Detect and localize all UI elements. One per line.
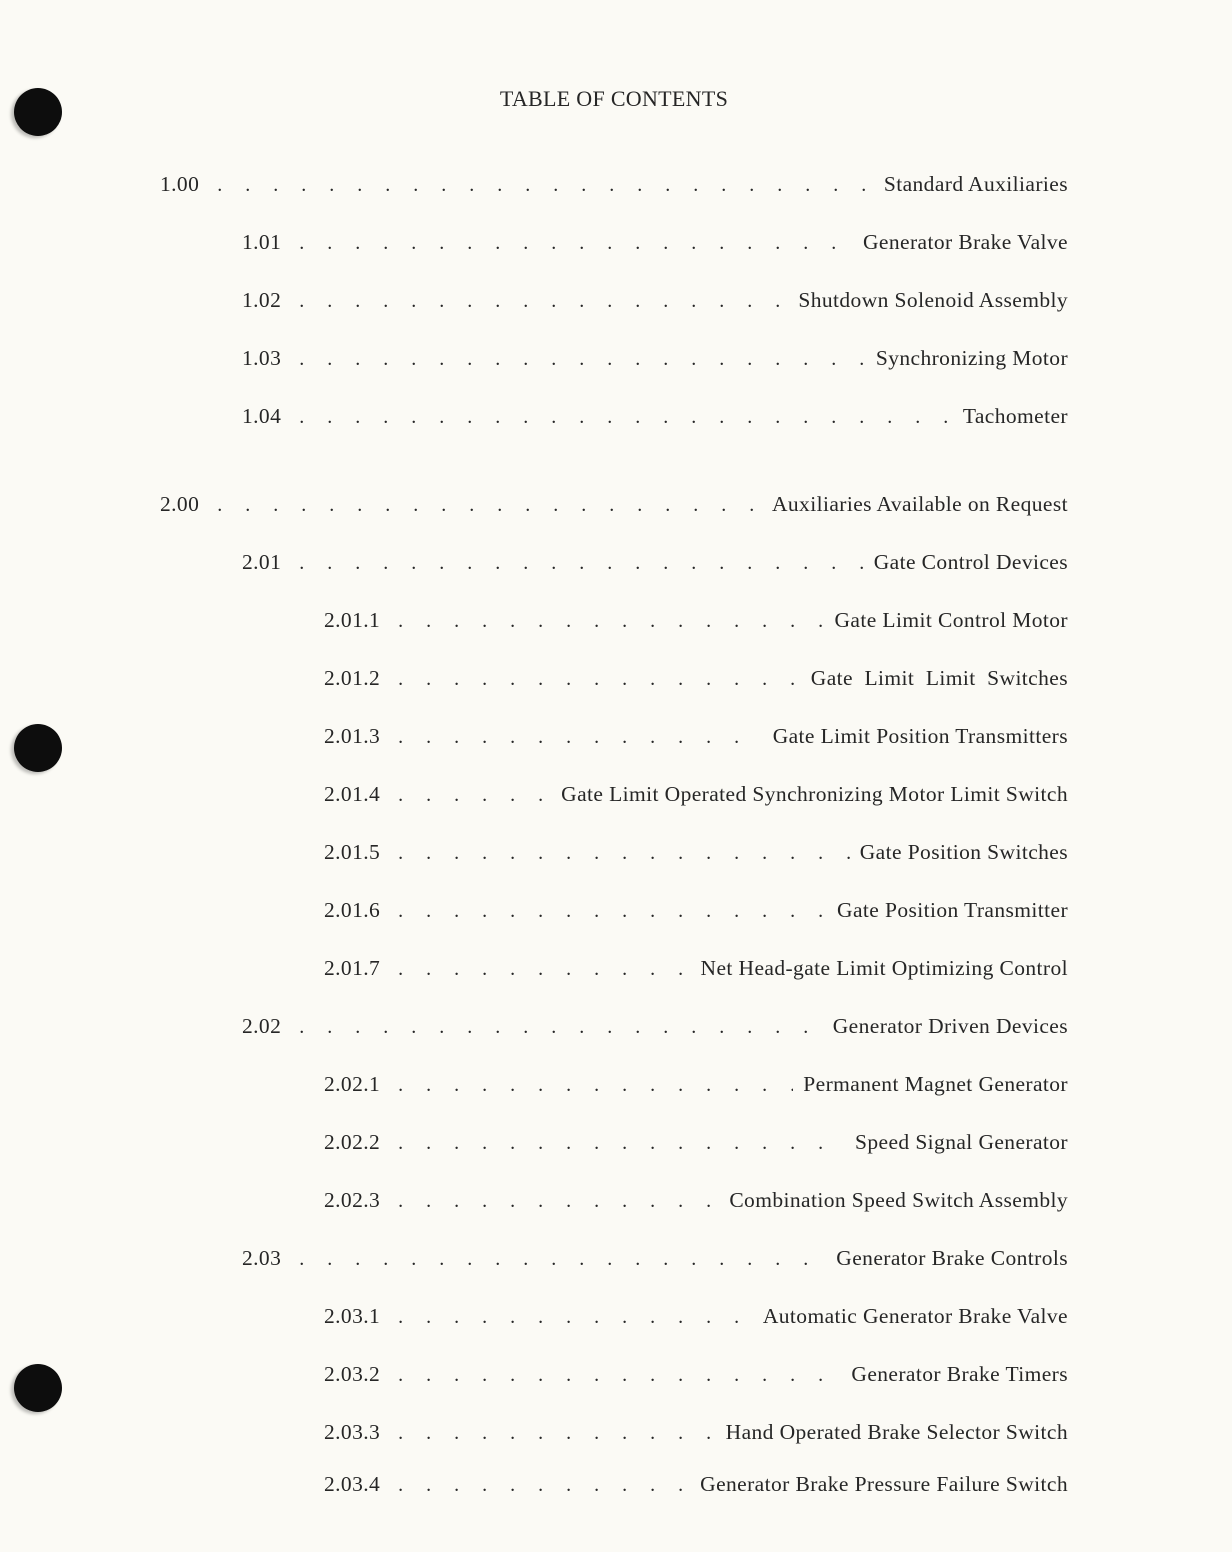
- dot-leader: [398, 958, 690, 981]
- toc-entry-number: 1.00: [160, 172, 200, 196]
- dot-leader: [217, 494, 762, 517]
- toc-entry-title: Tachometer: [962, 404, 1068, 428]
- toc-entry-number: 2.03: [242, 1246, 282, 1270]
- binder-punch-hole-bottom: [14, 1364, 62, 1412]
- toc-entry-title: Standard Auxiliaries: [883, 172, 1068, 196]
- toc-entry: [160, 492, 1068, 522]
- dot-leader: [398, 1074, 793, 1097]
- toc-entry-number: 1.01: [242, 230, 282, 254]
- toc-entry-title: Auxiliaries Available on Request: [771, 492, 1068, 516]
- toc-entry: [324, 1420, 1068, 1450]
- toc-entry-title: Gate Limit Operated Synchronizing Motor Limit Switch: [561, 782, 1068, 806]
- toc-entry-number: 1.03: [242, 346, 282, 370]
- toc-entry-number: 2.03.1: [324, 1304, 381, 1328]
- toc-entry-number: 2.03.4: [324, 1472, 381, 1496]
- toc-entry-title: Generator Brake Timers: [851, 1362, 1068, 1386]
- dot-leader: [398, 1132, 845, 1155]
- toc-entry-title: Hand Operated Brake Selector Switch: [725, 1420, 1068, 1444]
- dot-leader: [398, 1474, 690, 1497]
- toc-entry: [324, 782, 1068, 812]
- dot-leader: [398, 726, 763, 749]
- toc-entry: [324, 1472, 1068, 1502]
- toc-entry-number: 2.02.3: [324, 1188, 381, 1212]
- dot-leader: [398, 668, 801, 691]
- toc-entry-title: Gate Limit Position Transmitters: [772, 724, 1068, 748]
- toc-entry: [324, 1188, 1068, 1218]
- toc-entry-title: Gate Control Devices: [873, 550, 1068, 574]
- toc-entry: [324, 666, 1068, 696]
- toc-entry-number: 2.03.3: [324, 1420, 381, 1444]
- toc-entry-title: Generator Brake Controls: [836, 1246, 1068, 1270]
- dot-leader: [299, 552, 863, 575]
- dot-leader: [398, 784, 551, 807]
- toc-entry-number: 2.01: [242, 550, 282, 574]
- toc-entry-number: 2.01.7: [324, 956, 381, 980]
- toc-entry: [324, 608, 1068, 638]
- toc-entry-number: 2.01.1: [324, 608, 381, 632]
- toc-entry-title: Shutdown Solenoid Assembly: [798, 288, 1068, 312]
- toc-entry-number: 2.02.1: [324, 1072, 381, 1096]
- toc-entry-title: Gate Position Transmitter: [837, 898, 1068, 922]
- toc-entry-number: 2.01.2: [324, 666, 381, 690]
- toc-entry-title: Gate Limit Limit Switches: [810, 666, 1068, 690]
- dot-leader: [398, 610, 824, 633]
- toc-entry: [324, 956, 1068, 986]
- toc-entry: [242, 550, 1068, 580]
- dot-leader: [398, 1422, 715, 1445]
- toc-entry-number: 1.04: [242, 404, 282, 428]
- toc-entry-title: Generator Driven Devices: [832, 1014, 1068, 1038]
- binder-punch-hole-middle: [14, 724, 62, 772]
- page-title: TABLE OF CONTENTS: [499, 86, 729, 111]
- dot-leader: [299, 232, 853, 255]
- toc-entry-title: Permanent Magnet Generator: [803, 1072, 1068, 1096]
- toc-entry: [242, 230, 1068, 260]
- toc-entry-number: 2.02: [242, 1014, 282, 1038]
- dot-leader: [299, 1016, 823, 1039]
- dot-leader: [299, 1248, 826, 1271]
- dot-leader: [398, 900, 827, 923]
- toc-entry: [242, 346, 1068, 376]
- toc-entry-number: 2.00: [160, 492, 200, 516]
- toc-entry-title: Gate Position Switches: [859, 840, 1068, 864]
- toc-entry: [324, 1072, 1068, 1102]
- toc-entry: [324, 840, 1068, 870]
- toc-entry-title: Gate Limit Control Motor: [834, 608, 1068, 632]
- toc-entry-number: 2.03.2: [324, 1362, 381, 1386]
- toc-entry: [324, 724, 1068, 754]
- dot-leader: [398, 1306, 753, 1329]
- toc-entry-title: Combination Speed Switch Assembly: [729, 1188, 1068, 1212]
- toc-entry-title: Generator Brake Pressure Failure Switch: [700, 1472, 1068, 1496]
- dot-leader: [217, 174, 874, 197]
- toc-entry-title: Synchronizing Motor: [875, 346, 1068, 370]
- toc-entry: [324, 1130, 1068, 1160]
- dot-leader: [398, 1190, 719, 1213]
- dot-leader: [398, 1364, 841, 1387]
- dot-leader: [299, 290, 788, 313]
- toc-entry-title: Automatic Generator Brake Valve: [762, 1304, 1068, 1328]
- toc-entry: [242, 404, 1068, 434]
- dot-leader: [398, 842, 850, 865]
- toc-entry-title: Speed Signal Generator: [855, 1130, 1068, 1154]
- toc-entry-number: 1.02: [242, 288, 282, 312]
- toc-entry-number: 2.01.6: [324, 898, 381, 922]
- dot-leader: [299, 406, 953, 429]
- toc-entry: [324, 1362, 1068, 1392]
- toc-entry: [242, 288, 1068, 318]
- toc-entry-number: 2.01.4: [324, 782, 381, 806]
- toc-entry: [160, 172, 1068, 202]
- toc-entry: [242, 1246, 1068, 1276]
- toc-entry-number: 2.02.2: [324, 1130, 381, 1154]
- toc-entry-title: Net Head-gate Limit Optimizing Control: [700, 956, 1068, 980]
- toc-entry: [242, 1014, 1068, 1044]
- toc-entry-title: Generator Brake Valve: [863, 230, 1068, 254]
- toc-entry-number: 2.01.3: [324, 724, 381, 748]
- dot-leader: [299, 348, 866, 371]
- toc-entry: [324, 898, 1068, 928]
- toc-entry-number: 2.01.5: [324, 840, 381, 864]
- toc-entry: [324, 1304, 1068, 1334]
